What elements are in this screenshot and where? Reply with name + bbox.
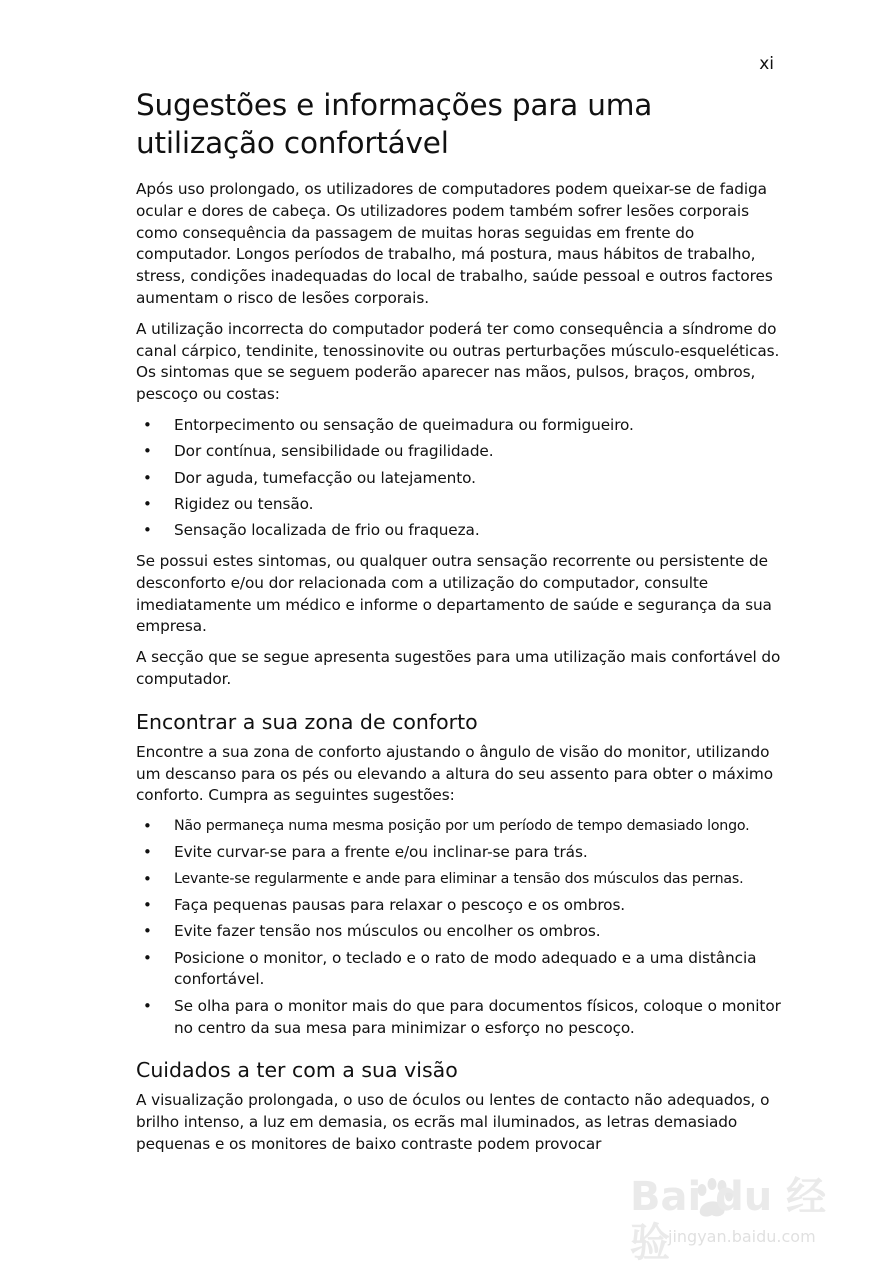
- list-item: [136, 895, 781, 917]
- list-item-text: Dor contínua, sensibilidade ou fragilidade.: [174, 442, 494, 461]
- vision-care-paragraph: A visualização prolongada, o uso de óculos ou lentes de contacto não adequados, o brilho intenso, a luz em demasia, os ecrãs mal iluminados, as letras demasiado pequenas e os monitores de baixo contraste podem provocar: [136, 1091, 770, 1153]
- list-item: [136, 468, 781, 490]
- comfort-zone-paragraph: Encontre a sua zona de conforto ajustando o ângulo de visão do monitor, utilizando um descanso para os pés ou elevando a altura do seu assento para obter o máximo conforto. Cumpra as seguintes sugestões:: [136, 742, 773, 805]
- document-body: [136, 86, 781, 1165]
- bullet-icon: •: [143, 415, 152, 434]
- bullet-icon: •: [143, 468, 152, 487]
- list-item: [136, 842, 781, 864]
- bullet-icon: •: [143, 817, 152, 836]
- watermark-logo: Bai du 经验: [630, 1174, 827, 1266]
- list-item: [136, 869, 781, 891]
- comfort-tips-list: [136, 816, 781, 1039]
- intro-paragraph-2: A utilização incorrecta do computador poderá ter como consequência a síndrome do canal cárpico, tendinite, tenossinovite ou outras perturbações músculo-esqueléticas. Os sintomas que se seguem poderão aparecer nas mãos, pulsos, braços, ombros, pescoço ou costas:: [136, 319, 780, 404]
- list-item: [136, 441, 781, 463]
- list-item: [136, 948, 781, 992]
- list-item-text: Entorpecimento ou sensação de queimadura ou formigueiro.: [174, 415, 634, 434]
- intro-paragraph-1: Após uso prolongado, os utilizadores de computadores podem queixar-se de fadiga ocular e dores de cabeça. Os utilizadores podem também sofrer lesões corporais como consequência da passagem de muitas horas seguidas em frente do computador. Longos períodos de trabalho, má postura, maus hábitos de trabalho, stress, condições inadequadas do local de trabalho, saúde pessoal e outros factores aumentam o risco de lesões corporais.: [136, 180, 773, 307]
- bullet-icon: •: [143, 996, 152, 1015]
- intro-paragraph-4: A secção que se segue apresenta sugestões para uma utilização mais confortável do computador.: [136, 648, 781, 688]
- list-item: [136, 816, 781, 838]
- intro-paragraph-3: Se possui estes sintomas, ou qualquer outra sensação recorrente ou persistente de desconforto e/ou dor relacionada com a utilização do computador, consulte imediatamente um médico e informe o departamento de saúde e segurança da sua empresa.: [136, 551, 772, 636]
- list-item: [136, 921, 781, 943]
- list-item-text: Dor aguda, tumefacção ou latejamento.: [174, 468, 476, 487]
- symptoms-list: [136, 415, 781, 542]
- list-item-text: Rigidez ou tensão.: [174, 494, 314, 513]
- list-item: [136, 520, 781, 542]
- section-heading-comfort-zone: Encontrar a sua zona de conforto: [136, 709, 478, 734]
- list-item-text: Levante-se regularmente e ande para eliminar a tensão dos músculos das pernas.: [174, 870, 744, 887]
- bullet-icon: •: [143, 521, 152, 540]
- watermark: [630, 1174, 840, 1266]
- list-item: [136, 415, 781, 437]
- bullet-icon: •: [143, 948, 152, 967]
- bullet-icon: •: [143, 869, 152, 888]
- list-item-text: Sensação localizada de frio ou fraqueza.: [174, 521, 480, 540]
- list-item-text: Evite fazer tensão nos músculos ou encolher os ombros.: [174, 922, 601, 941]
- list-item-text: Evite curvar-se para a frente e/ou inclinar-se para trás.: [174, 843, 588, 862]
- list-item-text: Não permaneça numa mesma posição por um período de tempo demasiado longo.: [174, 818, 750, 835]
- watermark-url: jingyan.baidu.com: [668, 1227, 816, 1246]
- list-item: [136, 996, 781, 1040]
- bullet-icon: •: [143, 896, 152, 915]
- list-item-text: Faça pequenas pausas para relaxar o pescoço e os ombros.: [174, 896, 626, 915]
- section-heading-vision-care: Cuidados a ter com a sua visão: [136, 1058, 458, 1083]
- list-item-text: Posicione o monitor, o teclado e o rato de modo adequado e a uma distância confortável.: [174, 948, 757, 989]
- bullet-icon: •: [143, 843, 152, 862]
- list-item: [136, 494, 781, 516]
- page-title: Sugestões e informações para uma utilização confortável: [136, 88, 653, 160]
- page-number: xi: [759, 54, 774, 74]
- bullet-icon: •: [143, 494, 152, 513]
- list-item-text: Se olha para o monitor mais do que para documentos físicos, coloque o monitor no centro da sua mesa para minimizar o esforço no pescoço.: [174, 996, 781, 1037]
- bullet-icon: •: [143, 922, 152, 941]
- bullet-icon: •: [143, 442, 152, 461]
